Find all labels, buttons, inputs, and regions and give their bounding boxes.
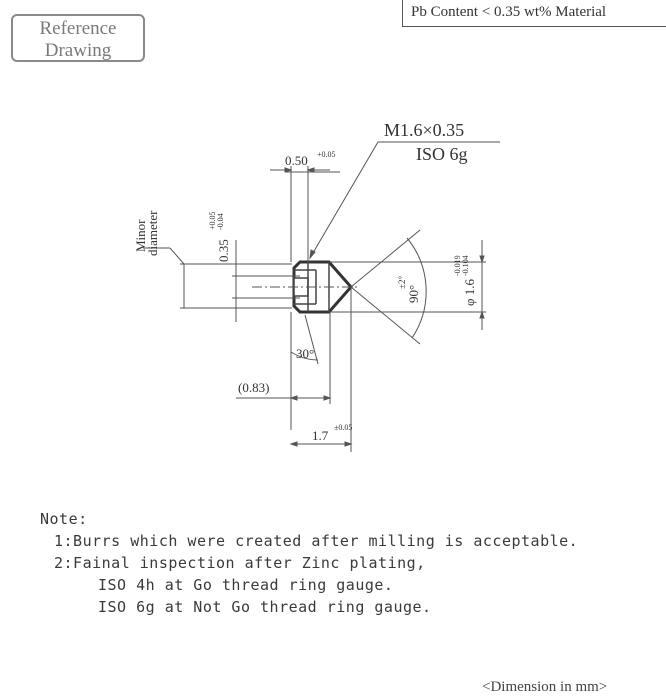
stamp-line-2: Drawing (44, 40, 112, 61)
cone-angle-tol: ±2° (397, 275, 407, 289)
dimension-unit-note: <Dimension in mm> (482, 679, 608, 695)
slot-depth-tol-lower: -0.04 (216, 213, 225, 230)
thread-spec: M1.6×0.35 (384, 120, 465, 140)
stamp-line-1: Reference (39, 18, 117, 39)
notes-section (40, 508, 578, 618)
note-4: ISO 6g at Not Go thread ring gauge. (98, 598, 432, 616)
note-2: 2:Fainal inspection after Zinc plating, (54, 554, 426, 572)
major-diameter-tol-lower: -0.104 (461, 255, 470, 276)
slot-width-tol: +0.05 (317, 150, 336, 159)
major-diameter-value: φ 1.6 (462, 278, 477, 306)
material-note: Pb Content < 0.35 wt% Material (402, 0, 666, 27)
notes-title: Note: (40, 510, 88, 528)
chamfer-angle-value: 30° (296, 346, 315, 361)
length-tol: ±0.05 (334, 423, 353, 432)
length-value: 1.7 (312, 428, 329, 443)
note-1: 1:Burrs which were created after milling is acceptable. (54, 532, 579, 550)
slot-depth-tol-upper: +0.05 (208, 211, 217, 230)
minor-label-line-1: Minor (133, 219, 148, 252)
ref-length-value: (0.83) (238, 380, 270, 395)
thread-tolerance: ISO 6g (416, 144, 468, 164)
slot-width-value: 0.50 (285, 153, 308, 168)
note-3: ISO 4h at Go thread ring gauge. (98, 576, 394, 594)
thread-leader (310, 142, 500, 258)
major-diameter-tol-upper: -0.019 (453, 255, 462, 276)
slot-depth-value: 0.35 (216, 239, 231, 262)
minor-label-line-2: diameter (145, 210, 160, 256)
cone-angle-value: 90° (406, 284, 421, 303)
